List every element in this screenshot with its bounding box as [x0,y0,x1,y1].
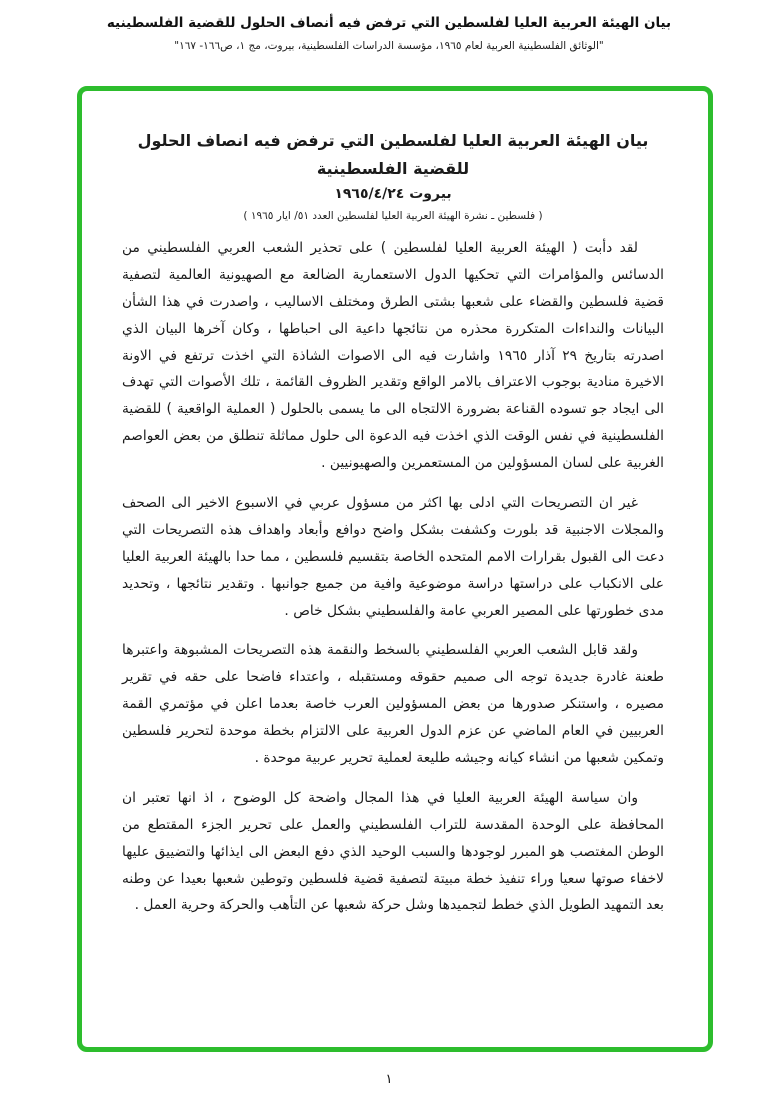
document-date-line: بيروت ١٩٦٥/٤/٢٤ [334,186,452,202]
document-paragraph: لقد دأبت ( الهيئة العربية العليا لفلسطين ) على تحذير الشعب العربي الفلسطيني من الدسائس والمؤامرات التي تحكيها الدول الاستعمارية الضالعة مع الصهيونية العالمية لتصفية قضية فلسطين والقضاء على شعبها بشتى الطرق ومختلف الاساليب ، واصدرت في هذا الشأن البيانات والنداءات المتكررة محذره من نتائجها داعية الى احباطها ، وكان آخرها البيان الذي اصدرته بتاريخ ٢٩ آذار ١٩٦٥ واشارت فيه الى الاصوات الشاذة التي اخذت ترتفع في الاونة الاخيرة منادية بوجوب الاعتراف بالامر الواقع وتقدير الظروف القائمة ، تلك الأصوات التي تهدف الى ايجاد جو تسوده القناعة بضرورة الالتجاه الى ما يسمى بالحلول ( العملية الواقعية ) للقضية الفلسطينية في نفس الوقت الذي اخذت فيه الدعوة الى حلول مماثلة تنطلق من بعض العواصم الغربية على لسان المسؤولين من المستعمرين والصهيونيين . [122,240,664,472]
page-number: ١ [385,1072,393,1087]
document-paragraph: ولقد قابل الشعب العربي الفلسطيني بالسخط والنقمة هذه التصريحات المشبوهة واعتبرها طعنة غادرة جديدة توجه الى صميم حقوقه ومستقبله ، واعتداء فاضحا على حقه في تقرير مصيره ، واستنكر صدورها من بعض المسؤولين العرب خاصة بعدما اعلن في مؤتمري القمة العربيين في العام الماضي عن عزم الدول العربية على الالتزام بخطة موحدة لتحرير فلسطين وتمكين شعبها من انشاء كيانه وجيشه طليعة لعملية تحرير عربية موحدة . [122,642,664,767]
outer-header-title: بيان الهيئة العربية العليا لفلسطين التي ترفض فيه أنصاف الحلول للقضية الفلسطينيه [106,15,672,31]
document-paragraph: غير ان التصريحات التي ادلى بها اكثر من مسؤول عربي في الاسبوع الاخير الى الصحف والمجلات الاجنبية قد بلورت وكشفت بشكل واضح دوافع وأبعاد واهداف هذه التصريحات التي دعت الى القبول بقرارات الامم المتحده الخاصة بتقسيم فلسطين ، مما حدا بالهيئة العربية العليا على الانكباب على دراستها دراسة موضوعية وافية من جميع جوانبها . وتقدير نتائجها ، وتحديد مدى خطورتها على المصير العربي عامة والفلسطيني بشكل خاص . [122,495,664,619]
document-body [82,91,708,919]
scanned-document-frame [77,86,713,1052]
document-source-line: ( فلسطين ـ نشرة الهيئة العربية العليا لفلسطين العدد ٥١/ ايار ١٩٦٥ ) [243,210,543,222]
outer-header [0,0,778,52]
document-paragraph: وان سياسة الهيئة العربية العليا في هذا المجال واضحة كل الوضوح ، اذ انها تعتبر ان المحافظة على الوحدة المقدسة للتراب الفلسطيني والعمل على تحرير الجزء المقتطع من الوطن المغتصب هو المبرر لوجودها والسبب الوحيد الذي دفع البعض الى ايذائها والتضييق عليها لاخفاء صوتها سعيا وراء تنفيذ خطة مبيتة لتصفية قضية فلسطين وتوطين شعبها بعيدا عن وطنه بعد التمهيد الطويل الذي خطط لتجميدها وشل حركة شعبها عن التأهب والحركة وحرية العمل . [122,789,664,914]
outer-header-source: "الوثائق الفلسطينية العربية لعام ١٩٦٥، مؤسسة الدراسات الفلسطينية، بيروت، مج ١، ص١٦٦- ١٦٧" [174,40,604,53]
document-title: بيان الهيئة العربية العليا لفلسطين التي ترفض فيه انصاف الحلول للقضية الفلسطينية [137,131,649,178]
